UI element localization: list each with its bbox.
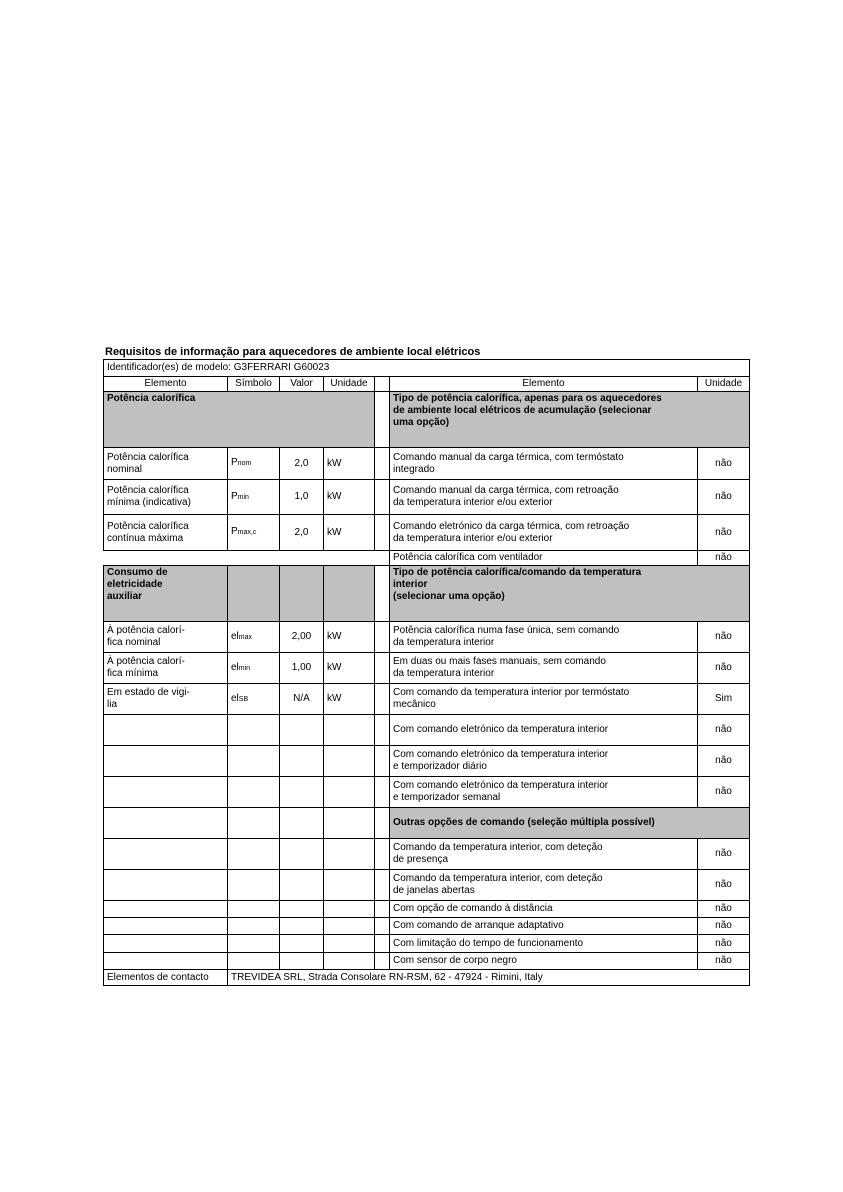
empty-cell (228, 918, 280, 935)
empty-cell (104, 870, 228, 901)
row-label: Potência calorífica mínima (indicativa) (104, 480, 228, 515)
empty-cell (324, 777, 375, 808)
spacer-cell (375, 622, 390, 653)
row-unit: kW (324, 653, 375, 684)
symbol-main: P (231, 457, 238, 468)
section-row (104, 392, 750, 448)
empty-cell (104, 808, 228, 839)
option-label: Com comando eletrónico da temperatura interior e temporizador semanal (390, 777, 698, 808)
spacer-cell (375, 684, 390, 715)
spacer-cell (375, 870, 390, 901)
empty-cell (104, 746, 228, 777)
empty-cell (104, 777, 228, 808)
option-label: Potência calorífica com ventilador (390, 551, 698, 566)
option-value: não (698, 715, 750, 746)
option-value: não (698, 777, 750, 808)
row-unit: kW (324, 480, 375, 515)
row-value: 2,0 (280, 448, 324, 480)
header-elemento-right: Elemento (390, 377, 698, 392)
spacer-cell (375, 480, 390, 515)
header-unidade: Unidade (324, 377, 375, 392)
option-label: Comando eletrónico da carga térmica, com retroação da temperatura interior e/ou exterior (390, 515, 698, 551)
table-row (104, 715, 750, 746)
section-other-options: Outras opções de comando (seleção múltipla possível) (390, 808, 750, 839)
row-symbol (228, 515, 280, 551)
symbol-main: P (231, 490, 238, 502)
option-value: não (698, 901, 750, 918)
symbol-main: el (231, 661, 239, 673)
table-row (104, 684, 750, 715)
row-label: Potência calorífica contínua máxima (104, 515, 228, 551)
empty-cell (280, 935, 324, 953)
option-label: Com limitação do tempo de funcionamento (390, 935, 698, 953)
table-row (104, 901, 750, 918)
row-unit: kW (324, 684, 375, 715)
empty-cell (324, 839, 375, 870)
row-value: 2,0 (280, 515, 324, 551)
spacer-cell (375, 953, 390, 970)
table-row (104, 935, 750, 953)
option-value: não (698, 622, 750, 653)
header-unidade-right: Unidade (698, 377, 750, 392)
symbol-subscript: SB (238, 695, 249, 703)
header-row (104, 377, 750, 392)
row-value: 2,00 (280, 622, 324, 653)
contact-value: TREVIDEA SRL, Strada Consolare RN-RSM, 62 - 47924 - Rimini, Italy (228, 970, 750, 986)
section-heat-output: Potência calorífica (104, 392, 375, 448)
symbol-subscript: min (237, 493, 249, 501)
header-simbolo: Símbolo (228, 377, 280, 392)
table-row (104, 953, 750, 970)
empty-cell (228, 935, 280, 953)
empty-cell (324, 715, 375, 746)
spacer-cell (375, 566, 390, 622)
table-row (104, 480, 750, 515)
contact-label: Elementos de contacto (104, 970, 228, 986)
table-row (104, 653, 750, 684)
spacer-cell (375, 448, 390, 480)
table-row (104, 622, 750, 653)
spacer-cell (375, 746, 390, 777)
section-row (104, 566, 750, 622)
empty-cell (280, 777, 324, 808)
table-row (104, 746, 750, 777)
symbol-main: el (231, 692, 239, 704)
spacer-cell (375, 918, 390, 935)
option-label: Comando manual da carga térmica, com retroação da temperatura interior e/ou exterior (390, 480, 698, 515)
model-identifier: Identificador(es) de modelo: G3FERRARI G60023 (104, 360, 750, 377)
empty-cell (280, 808, 324, 839)
document-title: Requisitos de informação para aquecedores de ambiente local elétricos (105, 346, 481, 358)
option-value: não (698, 448, 750, 480)
spacer-cell (375, 715, 390, 746)
empty-cell (324, 901, 375, 918)
symbol-subscript: max,c (237, 529, 257, 536)
section-heat-control: Tipo de potência calorífica/comando da temperatura interior (selecionar uma opção) (390, 566, 750, 622)
row-symbol (228, 480, 280, 515)
section-aux-consumption: Consumo de eletricidade auxiliar (104, 566, 228, 622)
row-label: Em estado de vigi- lia (104, 684, 228, 715)
row-unit: kW (324, 622, 375, 653)
spacer-cell (375, 515, 390, 551)
option-label: Com comando da temperatura interior por termóstato mecânico (390, 684, 698, 715)
row-value: 1,0 (280, 480, 324, 515)
empty-cell (104, 901, 228, 918)
empty-cell (228, 777, 280, 808)
option-value: não (698, 746, 750, 777)
empty-cell (280, 953, 324, 970)
information-requirements-table (103, 359, 750, 986)
spacer-cell (375, 935, 390, 953)
empty-cell (324, 953, 375, 970)
empty-cell (104, 551, 390, 566)
empty-cell (228, 870, 280, 901)
option-label: Com sensor de corpo negro (390, 953, 698, 970)
empty-cell (280, 839, 324, 870)
empty-cell (324, 808, 375, 839)
gray-cell (324, 566, 375, 622)
option-label: Com comando de arranque adaptativo (390, 918, 698, 935)
row-label: Potência calorífica nominal (104, 448, 228, 480)
symbol-subscript: nom (237, 460, 252, 467)
option-label: Comando da temperatura interior, com deteção de presença (390, 839, 698, 870)
option-value: não (698, 480, 750, 515)
option-value: não (698, 870, 750, 901)
row-value: 1,00 (280, 653, 324, 684)
row-unit: kW (324, 515, 375, 551)
empty-cell (228, 715, 280, 746)
option-label: Em duas ou mais fases manuais, sem comando da temperatura interior (390, 653, 698, 684)
table-row (104, 551, 750, 566)
empty-cell (228, 808, 280, 839)
empty-cell (228, 839, 280, 870)
table-row (104, 515, 750, 551)
option-label: Comando da temperatura interior, com deteção de janelas abertas (390, 870, 698, 901)
spacer-cell (375, 839, 390, 870)
model-id-row (104, 360, 750, 377)
empty-cell (280, 715, 324, 746)
section-row (104, 808, 750, 839)
empty-cell (228, 746, 280, 777)
header-valor: Valor (280, 377, 324, 392)
empty-cell (280, 870, 324, 901)
row-label: À potência calorí- fica mínima (104, 653, 228, 684)
option-label: Comando manual da carga térmica, com termóstato integrado (390, 448, 698, 480)
row-unit: kW (324, 448, 375, 480)
empty-cell (104, 918, 228, 935)
empty-cell (228, 901, 280, 918)
table-row (104, 777, 750, 808)
spacer-cell (375, 377, 390, 392)
empty-cell (104, 839, 228, 870)
table-row (104, 448, 750, 480)
option-value: não (698, 839, 750, 870)
option-value: Sim (698, 684, 750, 715)
symbol-subscript: min (238, 664, 251, 672)
option-label: Com opção de comando à distância (390, 901, 698, 918)
spacer-cell (375, 392, 390, 448)
option-value: não (698, 918, 750, 935)
section-heat-type: Tipo de potência calorífica, apenas para os aquecedores de ambiente local elétricos de acumulação (selecionar uma opção) (390, 392, 750, 448)
table-row (104, 839, 750, 870)
row-symbol (228, 653, 280, 684)
row-symbol (228, 622, 280, 653)
table-row (104, 870, 750, 901)
option-label: Potência calorífica numa fase única, sem comando da temperatura interior (390, 622, 698, 653)
empty-cell (324, 935, 375, 953)
empty-cell (228, 953, 280, 970)
empty-cell (280, 901, 324, 918)
empty-cell (280, 746, 324, 777)
spacer-cell (375, 901, 390, 918)
option-label: Com comando eletrónico da temperatura interior (390, 715, 698, 746)
empty-cell (324, 746, 375, 777)
table-row (104, 918, 750, 935)
row-label: À potência calorí- fica nominal (104, 622, 228, 653)
symbol-main: P (231, 526, 238, 537)
empty-cell (324, 870, 375, 901)
empty-cell (324, 918, 375, 935)
option-label: Com comando eletrónico da temperatura interior e temporizador diário (390, 746, 698, 777)
option-value: não (698, 935, 750, 953)
option-value: não (698, 653, 750, 684)
row-value: N/A (280, 684, 324, 715)
spacer-cell (375, 808, 390, 839)
option-value: não (698, 953, 750, 970)
empty-cell (104, 715, 228, 746)
empty-cell (104, 935, 228, 953)
spacer-cell (375, 653, 390, 684)
option-value: não (698, 515, 750, 551)
row-symbol (228, 448, 280, 480)
empty-cell (280, 918, 324, 935)
option-value: não (698, 551, 750, 566)
gray-cell (228, 566, 280, 622)
empty-cell (104, 953, 228, 970)
symbol-main: el (231, 630, 239, 642)
symbol-subscript: max (238, 633, 253, 641)
row-symbol (228, 684, 280, 715)
contact-row (104, 970, 750, 986)
gray-cell (280, 566, 324, 622)
header-elemento: Elemento (104, 377, 228, 392)
spacer-cell (375, 777, 390, 808)
